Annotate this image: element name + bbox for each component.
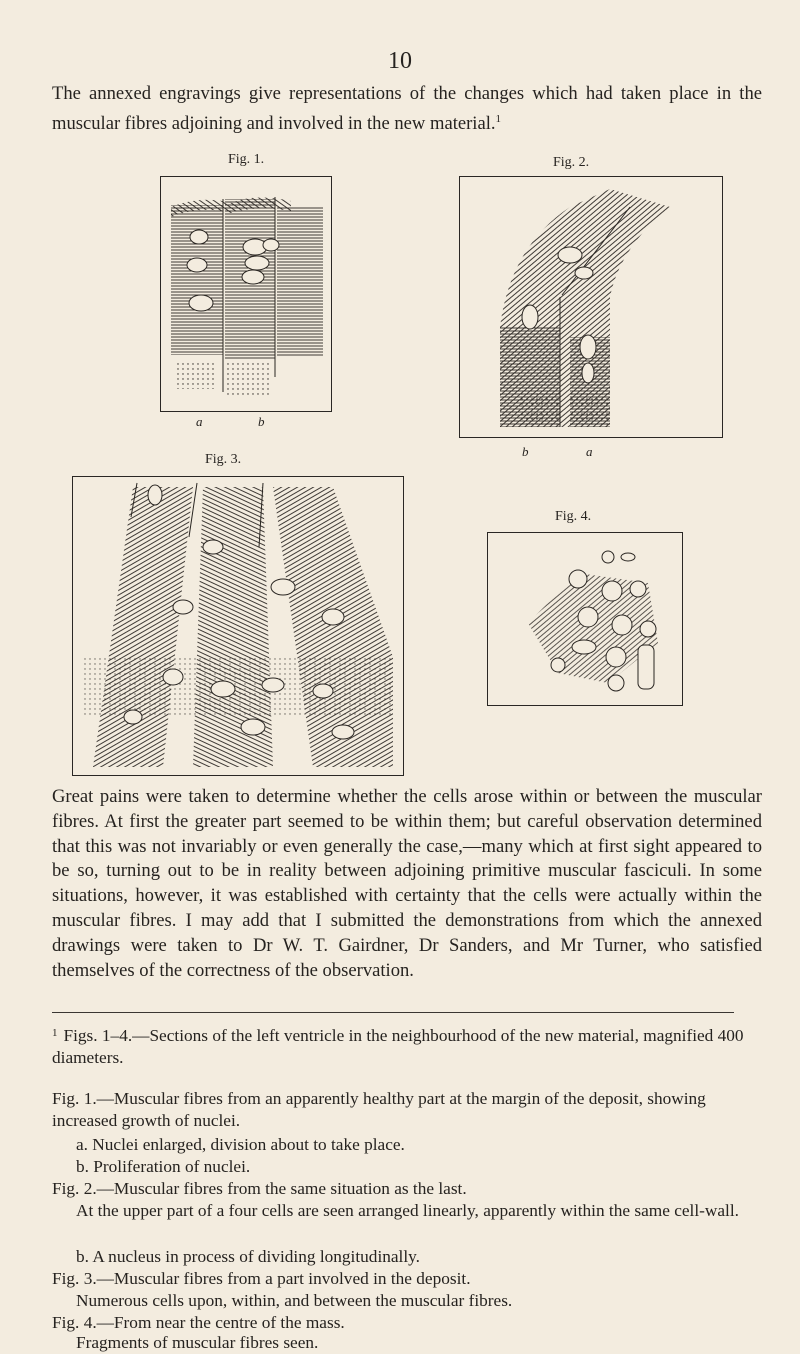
footnote-fig1-b: b. Proliferation of nuclei. <box>76 1157 251 1176</box>
footnote-fig3-desc: Numerous cells upon, within, and between the muscular fibres. <box>76 1291 513 1310</box>
footnote-fig2: Fig. 2.—Muscular fibres from the same situation as the last. <box>52 1179 467 1198</box>
intro-paragraph <box>52 82 762 137</box>
fig1-illustration <box>160 176 332 412</box>
footnote-fig3: Fig. 3.—Muscular fibres from a part involved in the deposit. <box>52 1269 471 1288</box>
footnote-divider <box>52 1012 734 1013</box>
footnote-fig1-a: a. Nuclei enlarged, division about to take place. <box>76 1135 405 1154</box>
fig2-engraving <box>460 177 722 437</box>
fig3-illustration <box>72 476 404 776</box>
intro-text: The annexed engravings give representations of the changes which had taken place in the muscular fibres adjoining and involved in the new material. <box>52 83 762 134</box>
footnote-ref: 1 <box>495 112 502 125</box>
fig2-letter-a: a <box>586 444 593 459</box>
fig2-illustration <box>459 176 723 438</box>
fig1-letter-b: b <box>258 414 265 429</box>
fig1-letter-a: a <box>196 414 203 429</box>
fig3-label: Fig. 3. <box>205 452 242 467</box>
fig2-letter-b: b <box>522 444 529 459</box>
fig2-label: Fig. 2. <box>553 155 590 170</box>
fig1-label: Fig. 1. <box>228 152 265 167</box>
footnote-fig2-b: b. A nucleus in process of dividing longitudinally. <box>76 1247 420 1266</box>
page-number: 10 <box>388 48 412 74</box>
footnote-line-1 <box>52 1022 772 1070</box>
fig1-engraving <box>161 177 331 411</box>
fig4-engraving <box>488 533 682 705</box>
footnote-fig4: Fig. 4.—From near the centre of the mass. <box>52 1313 345 1332</box>
footnote-text-1: Figs. 1–4.—Sections of the left ventricle in the neighbourhood of the new material, magnified 400 diameters. <box>52 1026 744 1068</box>
footnote-fig4-desc: Fragments of muscular fibres seen. <box>76 1333 319 1352</box>
footnote-fig2-a: At the upper part of a four cells are seen arranged linearly, apparently within the same cell-wall. <box>76 1201 739 1220</box>
body-paragraph: Great pains were taken to determine whether the cells arose within or between the muscular fibres. At first the greater part seemed to be within them; but careful observation determined that this was not invariably or even generally the case,—many which at first sight appeared to be so, turning out to be in reality between adjoining primitive muscular fasciculi. In some situations, however, it was established with certainty that the cells were actually within the muscular fibres. I may add that I submitted the demonstrations from which the annexed drawings were taken to Dr W. T. Gairdner, Dr Sanders, and Mr Turner, who satisfied themselves of the correctness of the observation. <box>52 786 762 981</box>
footnote-fig1: Fig. 1.—Muscular fibres from an apparently healthy part at the margin of the deposit, showing increased growth of nuclei. <box>52 1089 706 1131</box>
footnote-marker: 1 <box>52 1027 58 1039</box>
fig4-illustration <box>487 532 683 706</box>
fig3-engraving <box>73 477 403 775</box>
fig4-label: Fig. 4. <box>555 509 592 524</box>
